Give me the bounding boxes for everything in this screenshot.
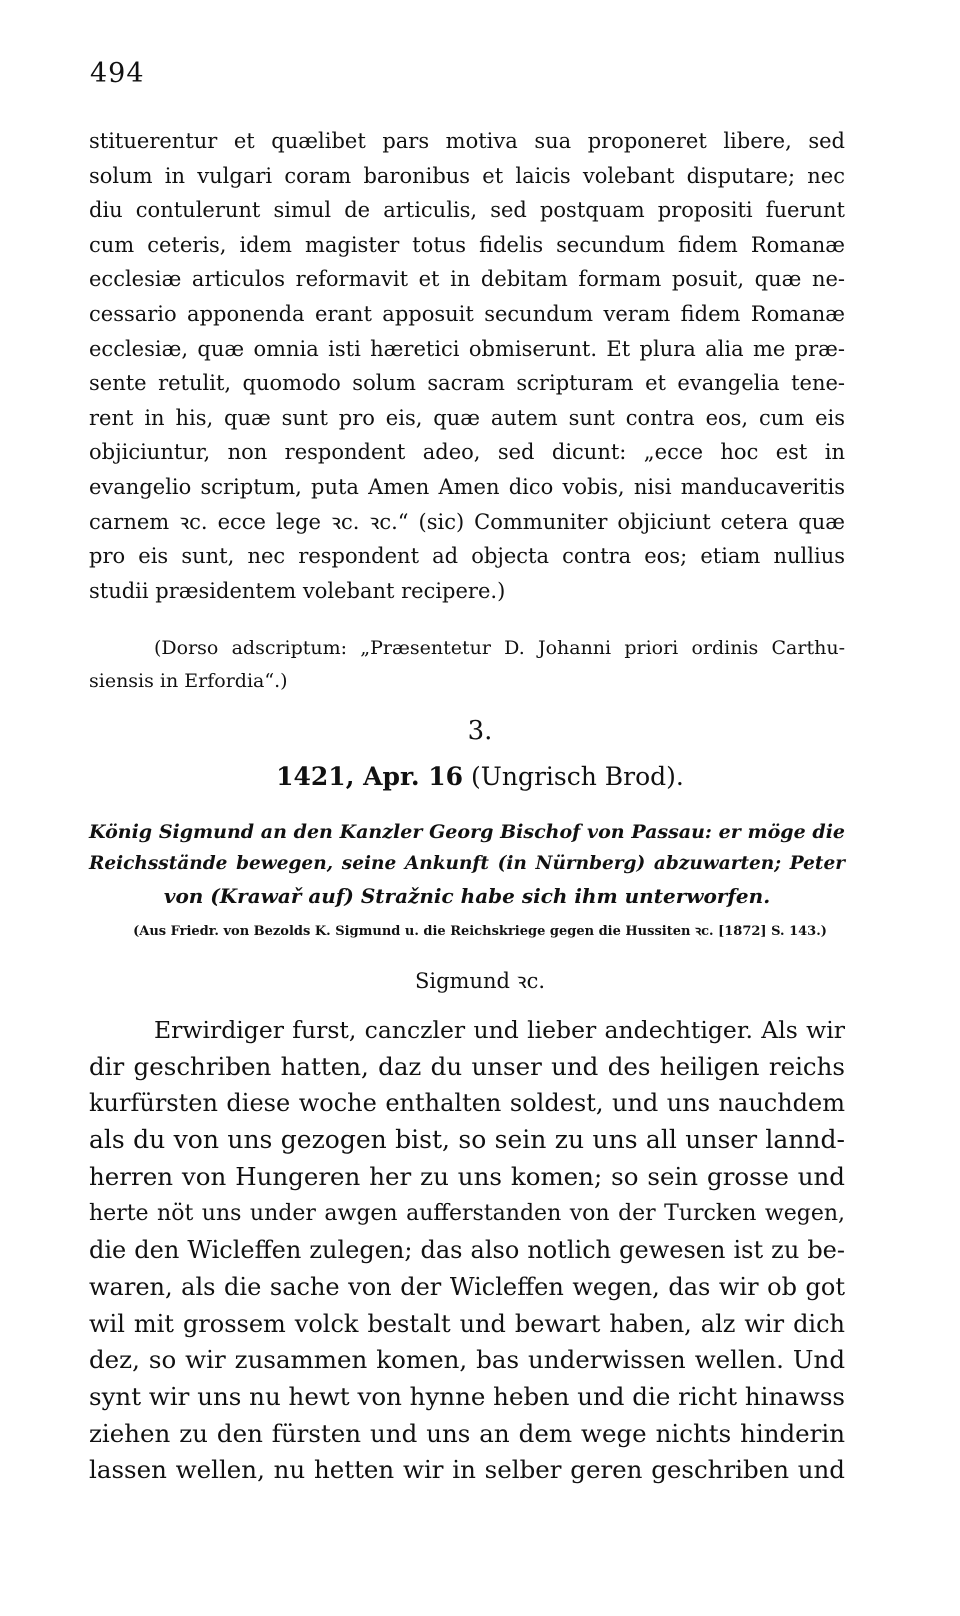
- text-line: objiciuntur, non respondent adeo, sed dicunt: „ecce hoc est in: [89, 440, 845, 465]
- note-line: (Dorso adscriptum: „Præsentetur D. Johanni priori ordinis Carthu-: [154, 637, 845, 659]
- dorso-note: [89, 632, 845, 698]
- letter-line: Erwirdiger furst, canczler und lieber andechtiger. Als wir: [154, 1016, 845, 1044]
- summary-line: Reichsstände bewegen, seine Ankunft (in Nürnberg) abzuwarten; Peter: [89, 853, 845, 874]
- text-line: cum ceteris, idem magister totus fidelis secundum fidem Romanæ: [89, 232, 845, 257]
- letter-line: ziehen zu den fürsten und uns an dem wege nichts hinderin: [89, 1418, 845, 1448]
- summary-line: von (Krawař auf) Stražnic habe sich ihm unterworfen.: [163, 884, 771, 908]
- text-line: stituerentur et quælibet pars motiva sua proponeret libere, sed: [89, 129, 845, 153]
- letter-text: [89, 1012, 845, 1489]
- letter-line: als du von uns gezogen bist, so sein zu uns all unser lannd-: [89, 1125, 845, 1155]
- letter-line: lassen wellen, nu hetten wir in selber geren geschriben und: [89, 1455, 845, 1485]
- sender: Sigmund ꝛc.: [414, 969, 546, 993]
- dateline: [0, 762, 960, 791]
- letter-line: die den Wicleffen zulegen; das also notlich gewesen ist zu be-: [89, 1236, 845, 1265]
- document-number: 3.: [467, 716, 493, 746]
- letter-line: herren von Hungeren her zu uns komen; so sein grosse und: [89, 1161, 845, 1191]
- text-line: pro eis sunt, nec respondent ad objecta contra eos; etiam nullius: [89, 544, 845, 569]
- text-line: solum in vulgari coram baronibus et laicis volebant disputare; nec: [89, 163, 845, 188]
- source-note: (Aus Friedr. von Bezolds K. Sigmund u. die Reichskriege gegen die Hussiten ꝛc. [1872] S. 143.): [133, 924, 827, 939]
- letter-line: kurfürsten diese woche enthalten soldest, und uns nauchdem: [89, 1089, 845, 1118]
- dateline-date: 1421, Apr. 16: [276, 762, 464, 791]
- text-line: diu contulerunt simul de articulis, sed postquam propositi fuerunt: [89, 198, 845, 223]
- latin-paragraph: [89, 124, 845, 608]
- text-line: cessario apponenda erant apposuit secundum veram fidem Romanæ: [89, 301, 845, 326]
- summary-line: König Sigmund an den Kanzler Georg Bischof von Passau: er möge die: [89, 821, 845, 843]
- text-line: carnem ꝛc. ecce lege ꝛc. ꝛc.“ (sic) Communiter objiciunt cetera quæ: [89, 509, 845, 534]
- letter-line: dir geschriben hatten, daz du unser und des heiligen reichs: [89, 1051, 845, 1081]
- letter-line: herte nöt uns under awgen aufferstanden von der Turcken wegen,: [89, 1200, 845, 1226]
- dateline-place: (Ungrisch Brod).: [471, 762, 684, 791]
- text-line: ecclesiæ articulos reformavit et in debitam formam posuit, quæ ne-: [89, 267, 845, 292]
- letter-line: synt wir uns nu hewt von hynne heben und die richt hinawss: [89, 1382, 845, 1412]
- document-summary: [89, 816, 845, 912]
- note-line: siensis in Erfordia“.): [89, 670, 288, 692]
- letter-line: waren, als die sache von der Wicleffen wegen, das wir ob got: [89, 1272, 845, 1301]
- text-line: sente retulit, quomodo solum sacram scripturam et evangelia tene-: [89, 371, 845, 396]
- text-line: rent in his, quæ sunt pro eis, quæ autem sunt contra eos, cum eis: [89, 405, 845, 430]
- page-number: 494: [90, 58, 145, 89]
- text-line: studii præsidentem volebant recipere.): [89, 578, 506, 603]
- letter-line: dez, so wir zusammen komen, bas underwissen wellen. Und: [89, 1345, 845, 1375]
- letter-line: wil mit grossem volck bestalt und bewart haben, alz wir dich: [89, 1309, 845, 1338]
- text-line: ecclesiæ, quæ omnia isti hæretici obmiserunt. Et plura alia me præ-: [89, 336, 845, 361]
- text-line: evangelio scriptum, puta Amen Amen dico vobis, nisi manducaveritis: [89, 474, 845, 499]
